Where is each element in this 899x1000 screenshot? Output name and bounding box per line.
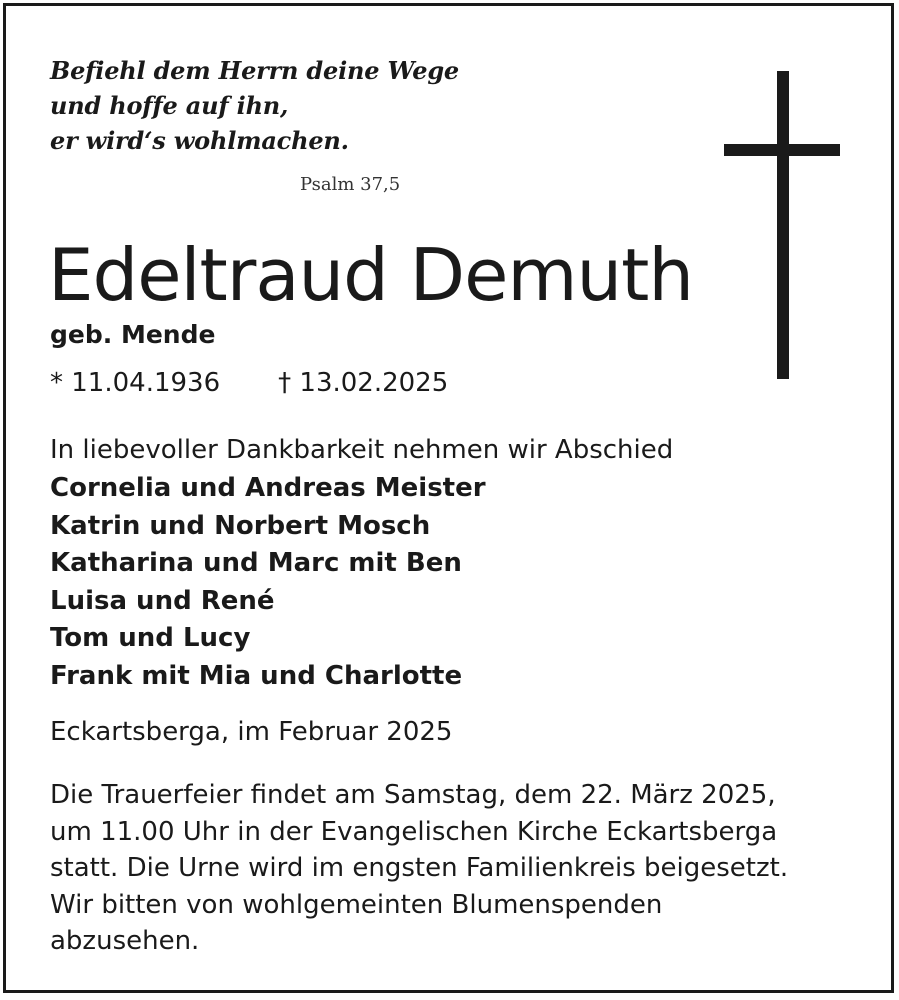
latin-cross-icon: [724, 71, 840, 379]
verse-line: und hoffe auf ihn,: [50, 91, 289, 120]
verse-line: Befiehl dem Herrn deine Wege: [50, 56, 459, 85]
funeral-notice-line: um 11.00 Uhr in der Evangelischen Kirche Eckartsberga: [50, 816, 778, 847]
mourner-item: Tom und Lucy: [50, 623, 251, 653]
mourner-item: Katharina und Marc mit Ben: [50, 548, 462, 578]
funeral-notice-line: Wir bitten von wohlgemeinten Blumenspenden: [50, 889, 663, 920]
farewell-intro: In liebevoller Dankbarkeit nehmen wir Abschied: [50, 435, 674, 465]
cross-vertical-bar: [777, 71, 789, 379]
mourner-item: Luisa und René: [50, 585, 275, 616]
verse-reference: Psalm 37,5: [300, 174, 401, 195]
mourner-item: Frank mit Mia und Charlotte: [50, 660, 463, 691]
death-date: † 13.02.2025: [278, 368, 449, 398]
place-and-date: Eckartsberga, im Februar 2025: [50, 717, 453, 747]
deceased-name: Edeltraud Demuth: [48, 233, 694, 317]
cross-horizontal-bar: [724, 144, 840, 156]
mourners-list: [50, 470, 486, 695]
bible-verse: [50, 53, 459, 158]
birth-name: geb. Mende: [50, 320, 216, 349]
funeral-notice-line: Die Trauerfeier findet am Samstag, dem 22. März 2025,: [50, 780, 776, 810]
mourner-item: Katrin und Norbert Mosch: [50, 510, 431, 541]
birth-date: * 11.04.1936: [50, 368, 221, 398]
life-dates: [50, 368, 448, 398]
funeral-notice-line: abzusehen.: [50, 926, 200, 956]
funeral-notice: [50, 777, 788, 960]
mourner-item: Cornelia und Andreas Meister: [50, 473, 486, 503]
funeral-notice-line: statt. Die Urne wird im engsten Familienkreis beigesetzt.: [50, 853, 789, 883]
verse-line: er wird‘s wohlmachen.: [50, 126, 349, 155]
